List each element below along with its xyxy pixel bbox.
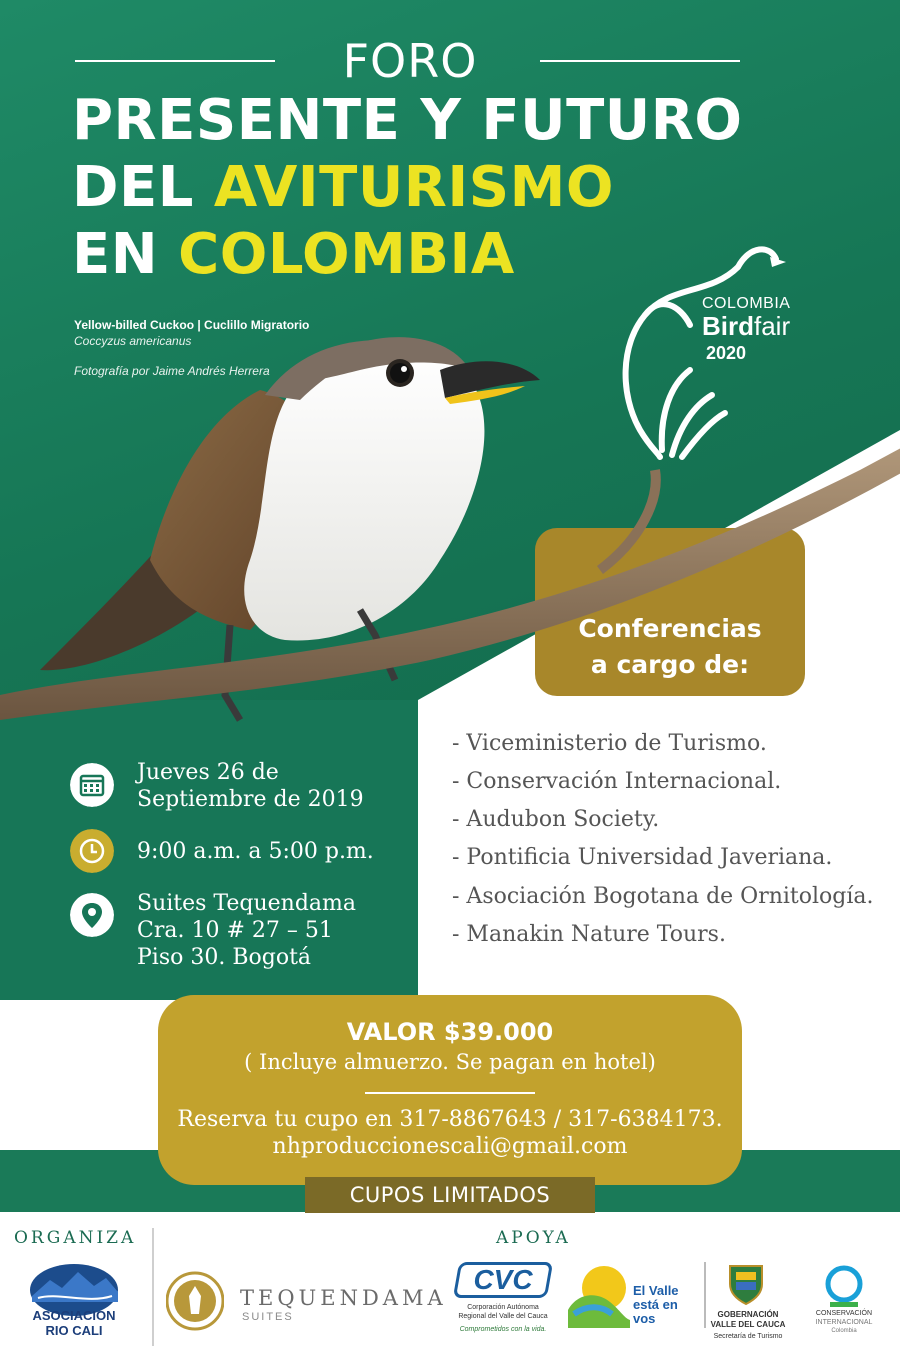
el-valle-line-2: está en bbox=[633, 1297, 678, 1312]
el-valle-line-1: El Valle bbox=[633, 1283, 679, 1298]
event-place-line-2: Cra. 10 # 27 – 51 bbox=[137, 918, 333, 943]
event-place-line-3: Piso 30. Bogotá bbox=[137, 945, 312, 970]
birdfair-country: COLOMBIA bbox=[702, 295, 791, 312]
cvc-sub-1: Corporación Autónoma bbox=[467, 1304, 539, 1311]
ci-line-2: INTERNACIONAL bbox=[815, 1319, 873, 1326]
speaker-item: - Viceministerio de Turismo. bbox=[452, 731, 767, 756]
cvc-sub-2: Regional del Valle del Cauca bbox=[458, 1313, 548, 1320]
photo-caption-names: Yellow-billed Cuckoo | Cuclillo Migratorio bbox=[74, 318, 310, 332]
title-line-2 bbox=[72, 155, 614, 220]
gobernacion-shield-icon bbox=[724, 1262, 768, 1306]
cvc-sub-3: Comprometidos con la vida. bbox=[459, 1326, 547, 1333]
title-line-3-white: EN bbox=[72, 222, 179, 287]
birdfair-bird: Bird bbox=[702, 311, 754, 341]
event-time: 9:00 a.m. a 5:00 p.m. bbox=[137, 839, 374, 864]
speaker-item: - Conservación Internacional. bbox=[452, 769, 782, 794]
title-line-2-yellow: AVITURISMO bbox=[213, 155, 614, 220]
conferences-heading-1: Conferencias bbox=[578, 614, 762, 643]
photo-credit: Fotografía por Jaime Andrés Herrera bbox=[74, 364, 270, 378]
birdfair-year: 2020 bbox=[706, 343, 747, 363]
tequendama-emblem-icon bbox=[166, 1270, 224, 1332]
el-valle-logo-icon bbox=[564, 1262, 634, 1332]
cvc-logo-text: CVC bbox=[473, 1264, 533, 1295]
price-divider bbox=[365, 1092, 535, 1094]
tequendama-name: TEQUENDAMA bbox=[240, 1286, 447, 1310]
event-date-line-1: Jueves 26 de bbox=[137, 760, 279, 785]
conferences-heading-2: a cargo de: bbox=[590, 650, 750, 679]
photo-caption-scientific: Coccyzus americanus bbox=[74, 334, 192, 348]
price-value: VALOR $39.000 bbox=[346, 1018, 554, 1046]
ci-line-3: Colombia bbox=[831, 1328, 857, 1334]
conservacion-internacional-logo-icon bbox=[822, 1264, 866, 1308]
speaker-item: - Pontificia Universidad Javeriana. bbox=[452, 845, 833, 870]
title-line-3-yellow: COLOMBIA bbox=[178, 222, 515, 287]
gob-line-2: VALLE DEL CAUCA bbox=[710, 1320, 786, 1329]
title-line-2-white: DEL bbox=[72, 155, 214, 220]
cupos-limitados-banner: CUPOS LIMITADOS bbox=[305, 1177, 595, 1213]
title-line-1: PRESENTE Y FUTURO bbox=[72, 88, 743, 153]
event-date-line-2: Septiembre de 2019 bbox=[137, 787, 364, 812]
footer-divider bbox=[152, 1228, 154, 1346]
gob-line-3: Secretaría de Turismo bbox=[713, 1333, 783, 1340]
speaker-item: - Audubon Society. bbox=[452, 807, 660, 832]
rio-cali-line-2: RIO CALI bbox=[45, 1323, 103, 1338]
speaker-item: - Asociación Bogotana de Ornitología. bbox=[452, 884, 874, 909]
rio-cali-line-1: ASOCIACION bbox=[32, 1308, 116, 1323]
cuckoo-bird-illustration bbox=[0, 300, 900, 760]
price-contact: Reserva tu cupo en 317-8867643 / 317-6384173. bbox=[177, 1107, 723, 1132]
contact-email: nhproduccionescali@gmail.com bbox=[272, 1134, 628, 1159]
tequendama-suites: SUITES bbox=[242, 1311, 294, 1323]
title-line-3 bbox=[72, 222, 515, 287]
speaker-item: - Manakin Nature Tours. bbox=[452, 922, 726, 947]
event-place-line-1: Suites Tequendama bbox=[137, 891, 357, 916]
birdfair-fair: fair bbox=[754, 311, 791, 341]
apoya-label: APOYA bbox=[496, 1228, 571, 1248]
el-valle-line-3: vos bbox=[633, 1311, 656, 1326]
clock-icon bbox=[70, 829, 114, 873]
title-foro: FORO bbox=[342, 34, 478, 88]
price-note: ( Incluye almuerzo. Se pagan en hotel) bbox=[244, 1050, 656, 1074]
calendar-icon bbox=[70, 763, 114, 807]
ci-line-1: CONSERVACIÓN bbox=[815, 1310, 873, 1317]
location-pin-icon bbox=[70, 893, 114, 937]
gob-line-1: GOBERNACIÓN bbox=[717, 1310, 779, 1319]
organiza-label: ORGANIZA bbox=[14, 1228, 137, 1248]
